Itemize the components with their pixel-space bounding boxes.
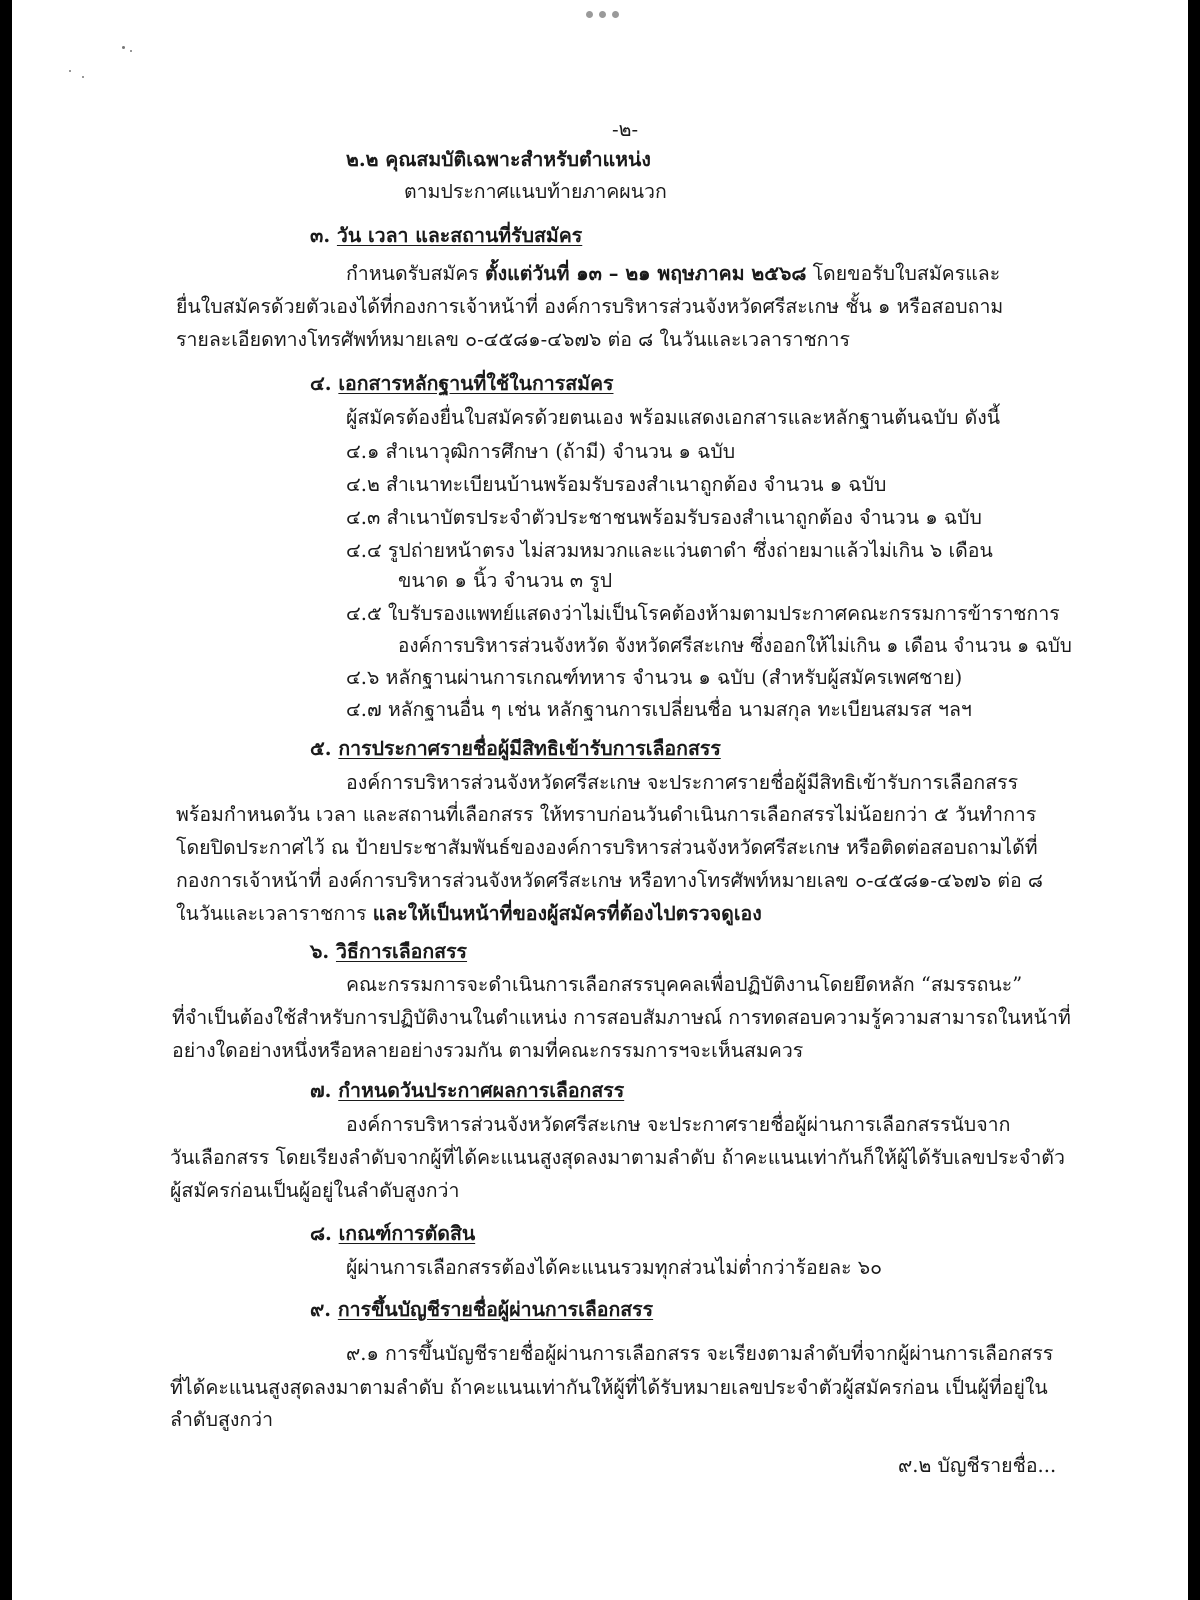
paragraph-line: ที่จำเป็นต้องใช้สำหรับการปฏิบัติงานในตำแหน่ง การสอบสัมภาษณ์ การทดสอบความรู้ความสามารถในหน้าที่: [172, 1006, 1071, 1029]
section-number: ๓.: [310, 224, 331, 247]
paragraph-line: ผู้สมัครก่อนเป็นผู้อยู่ในลำดับสูงกว่า: [170, 1179, 460, 1202]
text-run: กำหนดรับสมัคร: [346, 262, 485, 285]
paragraph-line: คณะกรรมการจะดำเนินการเลือกสรรบุคคลเพื่อปฏิบัติงานโดยยึดหลัก “สมรรถนะ”: [346, 973, 1023, 996]
section-number: ๖.: [310, 940, 330, 963]
section-title: เอกสารหลักฐานที่ใช้ในการสมัคร: [338, 372, 614, 395]
paragraph-line: รายละเอียดทางโทรศัพท์หมายเลข ๐-๔๕๘๑-๔๖๗๖ ต่อ ๘ ในวันและเวลาราชการ: [176, 328, 850, 351]
paragraph-line: [346, 260, 1000, 288]
paragraph-line: ผู้สมัครต้องยื่นใบสมัครด้วยตนเอง พร้อมแสดงเอกสารและหลักฐานต้นฉบับ ดังนี้: [346, 406, 1001, 429]
section-6-heading: [310, 938, 467, 966]
scan-speck: [69, 70, 71, 72]
section-7-heading: [310, 1077, 624, 1105]
paragraph-line: กองการเจ้าหน้าที่ องค์การบริหารส่วนจังหวัดศรีสะเกษ หรือทางโทรศัพท์หมายเลข ๐-๔๕๘๑-๔๖๗๖ ต่อ ๘: [176, 869, 1043, 892]
paragraph-line: พร้อมกำหนดวัน เวลา และสถานที่เลือกสรร ให้ทราบก่อนวันดำเนินการเลือกสรรไม่น้อยกว่า ๕ วันทำการ: [176, 803, 1037, 826]
section-9-heading: [310, 1296, 653, 1324]
scan-speck: [122, 46, 125, 49]
text-run: โดยขอรับใบสมัครและ: [806, 262, 1001, 285]
text-run-bold: ตั้งแต่วันที่ ๑๓ – ๒๑ พฤษภาคม ๒๕๖๘: [484, 262, 807, 285]
section-2-2-heading: ๒.๒ คุณสมบัติเฉพาะสำหรับตำแหน่ง: [346, 148, 651, 171]
section-title: กำหนดวันประกาศผลการเลือกสรร: [338, 1079, 625, 1102]
section-2-2-text: ตามประกาศแนบท้ายภาคผนวก: [404, 180, 667, 203]
paragraph-line: ที่ได้คะแนนสูงสุดลงมาตามลำดับ ถ้าคะแนนเท่ากันให้ผู้ที่ได้รับหมายเลขประจำตัวผู้สมัครก่อน เป็นผู้ที่อยู่ใน: [170, 1376, 1048, 1399]
list-item: ๔.๑ สำเนาวุฒิการศึกษา (ถ้ามี) จำนวน ๑ ฉบับ: [346, 440, 736, 463]
list-item: ๔.๕ ใบรับรองแพทย์แสดงว่าไม่เป็นโรคต้องห้ามตามประกาศคณะกรรมการข้าราชการ: [346, 602, 1060, 625]
section-title: การประกาศรายชื่อผู้มีสิทธิเข้ารับการเลือกสรร: [338, 737, 721, 760]
dot: [586, 11, 593, 18]
paragraph-line: อย่างใดอย่างหนึ่งหรือหลายอย่างรวมกัน ตามที่คณะกรรมการฯจะเห็นสมควร: [172, 1039, 804, 1062]
text-run: ในวันและเวลาราชการ: [176, 902, 373, 925]
dot: [612, 11, 619, 18]
paragraph-line: ลำดับสูงกว่า: [170, 1408, 274, 1431]
section-number: ๘.: [310, 1222, 332, 1245]
paragraph-line: ยื่นใบสมัครด้วยตัวเองได้ที่กองการเจ้าหน้าที่ องค์การบริหารส่วนจังหวัดศรีสะเกษ ชั้น ๑ หรือสอบถาม: [176, 295, 1004, 318]
continued-marker: ๙.๒ บัญชีรายชื่อ...: [898, 1454, 1057, 1477]
paragraph-line: [176, 900, 762, 928]
list-item: ๔.๓ สำเนาบัตรประจำตัวประชาชนพร้อมรับรองสำเนาถูกต้อง จำนวน ๑ ฉบับ: [346, 506, 982, 529]
document-page: [12, 0, 1188, 1600]
paragraph-line: ๙.๑ การขึ้นบัญชีรายชื่อผู้ผ่านการเลือกสรร จะเรียงตามลำดับที่จากผู้ผ่านการเลือกสรร: [346, 1342, 1054, 1365]
section-number: ๙.: [310, 1298, 332, 1321]
section-8-heading: [310, 1220, 475, 1248]
list-item-continuation: องค์การบริหารส่วนจังหวัด จังหวัดศรีสะเกษ ซึ่งออกให้ไม่เกิน ๑ เดือน จำนวน ๑ ฉบับ: [398, 634, 1072, 657]
section-title: วิธีการเลือกสรร: [335, 940, 468, 963]
paragraph-line: องค์การบริหารส่วนจังหวัดศรีสะเกษ จะประกาศรายชื่อผู้ผ่านการเลือกสรรนับจาก: [346, 1113, 1011, 1136]
more-horizontal-icon[interactable]: [586, 8, 626, 20]
paragraph-line: องค์การบริหารส่วนจังหวัดศรีสะเกษ จะประกาศรายชื่อผู้มีสิทธิเข้ารับการเลือกสรร: [346, 771, 1019, 794]
section-number: ๕.: [310, 737, 332, 760]
scan-speck: [130, 50, 132, 52]
text-run-bold: และให้เป็นหน้าที่ของผู้สมัครที่ต้องไปตรวจดูเอง: [372, 902, 762, 925]
list-item: ๔.๖ หลักฐานผ่านการเกณฑ์ทหาร จำนวน ๑ ฉบับ (สำหรับผู้สมัครเพศชาย): [346, 666, 963, 689]
list-item: ๔.๗ หลักฐานอื่น ๆ เช่น หลักฐานการเปลี่ยนชื่อ นามสกุล ทะเบียนสมรส ฯลฯ: [346, 698, 972, 721]
section-number: ๗.: [310, 1079, 332, 1102]
list-item: ๔.๒ สำเนาทะเบียนบ้านพร้อมรับรองสำเนาถูกต้อง จำนวน ๑ ฉบับ: [346, 473, 887, 496]
section-title: วัน เวลา และสถานที่รับสมัคร: [336, 224, 583, 247]
section-5-heading: [310, 735, 721, 763]
section-3-heading: [310, 222, 582, 250]
section-title: เกณฑ์การตัดสิน: [338, 1222, 476, 1245]
paragraph-line: วันเลือกสรร โดยเรียงลำดับจากผู้ที่ได้คะแนนสูงสุดลงมาตามลำดับ ถ้าคะแนนเท่ากันก็ให้ผู้ได้รับเลขประจำตัว: [170, 1146, 1065, 1169]
paragraph-line: ผู้ผ่านการเลือกสรรต้องได้คะแนนรวมทุกส่วนไม่ต่ำกว่าร้อยละ ๖๐: [346, 1256, 883, 1279]
list-item-continuation: ขนาด ๑ นิ้ว จำนวน ๓ รูป: [398, 569, 613, 592]
page-number: -๒-: [612, 118, 639, 141]
section-number: ๔.: [310, 372, 332, 395]
section-4-heading: [310, 370, 613, 398]
paragraph-line: โดยปิดประกาศไว้ ณ ป้ายประชาสัมพันธ์ขององค์การบริหารส่วนจังหวัดศรีสะเกษ หรือติดต่อสอบถามได้ที่: [176, 836, 1038, 859]
list-item: ๔.๔ รูปถ่ายหน้าตรง ไม่สวมหมวกและแว่นตาดำ ซึ่งถ่ายมาแล้วไม่เกิน ๖ เดือน: [346, 539, 993, 562]
section-title: การขึ้นบัญชีรายชื่อผู้ผ่านการเลือกสรร: [337, 1298, 654, 1321]
scan-speck: [82, 76, 84, 78]
dot: [599, 11, 606, 18]
